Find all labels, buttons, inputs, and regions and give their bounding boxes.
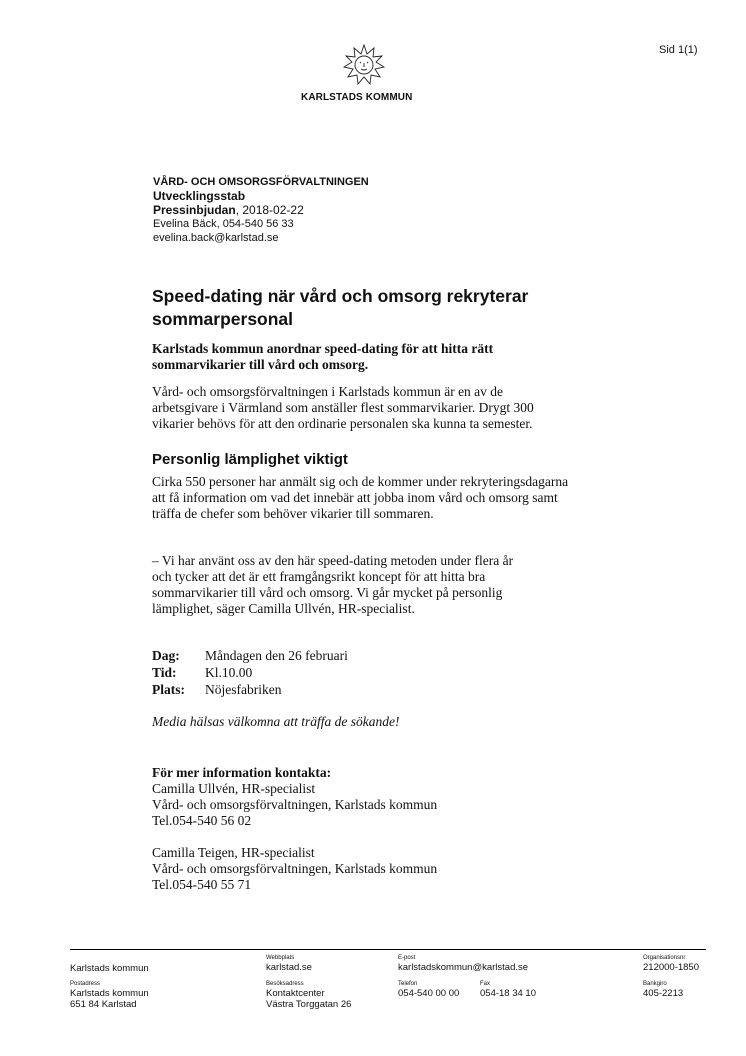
text-line: sommarvikarier till vård och omsorg. Vi går mycket på personlig bbox=[152, 585, 503, 600]
footer-value: Karlstads kommun bbox=[70, 988, 149, 999]
footer-label: Telefon bbox=[398, 981, 418, 987]
text-line: och tycker att det är ett framgångsrikt koncept för att hitta bra bbox=[152, 569, 486, 584]
contact-line: Evelina Bäck, 054-540 56 33 bbox=[153, 218, 294, 230]
paragraph-body bbox=[152, 474, 622, 522]
media-note: Media hälsas välkomna att träffa de sökande! bbox=[152, 714, 400, 729]
footer-webbplats bbox=[266, 955, 312, 973]
text-line: arbetsgivare i Värmland som anställer flest sommarvikarier. Drygt 300 bbox=[152, 400, 534, 415]
doc-type: Pressinbjudan bbox=[153, 203, 236, 217]
footer-epost bbox=[398, 955, 528, 973]
footer-value: 212000-1850 bbox=[643, 962, 699, 973]
contact-org: Vård- och omsorgsförvaltningen, Karlstads kommun bbox=[152, 861, 438, 876]
footer-bankgiro bbox=[643, 981, 683, 999]
text-line: att få information om vad det innebär att jobba inom vård och omsorg samt bbox=[152, 490, 558, 505]
lede-line: Karlstads kommun anordnar speed-dating för att hitta rätt bbox=[152, 341, 494, 356]
detail-label: Tid: bbox=[152, 665, 177, 680]
text-line: Cirka 550 personer har anmält sig och de kommer under rekryteringsdagarna bbox=[152, 474, 569, 489]
org-name: KARLSTADS KOMMUN bbox=[301, 92, 413, 103]
footer-label: E-post bbox=[398, 955, 416, 961]
department-name: VÅRD- OCH OMSORGSFÖRVALTNINGEN bbox=[153, 176, 369, 188]
doc-type-line bbox=[153, 203, 369, 217]
contact-email[interactable]: evelina.back@karlstad.se bbox=[153, 232, 279, 244]
detail-value: Nöjesfabriken bbox=[205, 682, 282, 697]
headline-line: Speed-dating när vård och omsorg rekryterar bbox=[152, 286, 529, 306]
page-number: Sid 1(1) bbox=[659, 44, 698, 56]
unit-name: Utvecklingsstab bbox=[153, 189, 246, 203]
event-details bbox=[152, 647, 348, 698]
footer-besoksadress bbox=[266, 981, 351, 1010]
text-line: lämplighet, säger Camilla Ullvén, HR-specialist. bbox=[152, 601, 415, 616]
text-line: – Vi har använt oss av den här speed-dating metoden under flera år bbox=[152, 553, 514, 568]
footer-postadress bbox=[70, 981, 149, 1010]
detail-label: Dag: bbox=[152, 648, 180, 663]
contact-heading: För mer information kontakta: bbox=[152, 765, 332, 780]
footer-phone: 054-540 00 00 bbox=[398, 988, 460, 999]
footer-orgnr bbox=[643, 955, 699, 973]
lede-line: sommarvikarier till vård och omsorg. bbox=[152, 357, 369, 372]
contact-person bbox=[152, 845, 437, 893]
footer-name bbox=[70, 963, 149, 974]
footer-value: 405-2213 bbox=[643, 988, 684, 999]
footer-label: Postadress bbox=[70, 981, 101, 987]
footer-email-link[interactable]: karlstadskommun@karlstad.se bbox=[398, 962, 529, 973]
footer-label: Organisationsnr bbox=[643, 955, 686, 961]
text-line: träffa de chefer som behöver vikarier till sommaren. bbox=[152, 506, 434, 521]
footer-label: Besöksadress bbox=[266, 981, 304, 987]
contact-phone: Tel.054-540 55 71 bbox=[152, 877, 252, 892]
text-line: Vård- och omsorgsförvaltningen i Karlstads kommun är en av de bbox=[152, 384, 504, 399]
lede bbox=[152, 341, 622, 373]
doc-date: , 2018-02-22 bbox=[235, 203, 304, 217]
contact-phone: Tel.054-540 56 02 bbox=[152, 813, 252, 828]
footer-fax bbox=[480, 981, 536, 999]
sun-emblem-svg bbox=[343, 44, 385, 86]
footer-website-link[interactable]: karlstad.se bbox=[266, 962, 312, 973]
contact-name: Camilla Ullvén, HR-specialist bbox=[152, 781, 316, 796]
footer-telefon bbox=[398, 981, 459, 999]
headline bbox=[152, 285, 632, 331]
detail-value: Kl.10.00 bbox=[205, 665, 253, 680]
contact-org: Vård- och omsorgsförvaltningen, Karlstads kommun bbox=[152, 797, 438, 812]
contact-person bbox=[152, 781, 437, 829]
footer-divider bbox=[70, 949, 706, 950]
contact-section bbox=[152, 765, 437, 909]
contact-name: Camilla Teigen, HR-specialist bbox=[152, 845, 315, 860]
detail-row-place bbox=[152, 681, 348, 698]
quote-paragraph bbox=[152, 553, 622, 617]
headline-line: sommarpersonal bbox=[152, 309, 294, 329]
footer-fax-number: 054-18 34 10 bbox=[480, 988, 536, 999]
footer-value: Kontaktcenter bbox=[266, 988, 325, 999]
footer-label: Bankgiro bbox=[643, 981, 667, 987]
subheading: Personlig lämplighet viktigt bbox=[152, 451, 348, 468]
detail-row-day bbox=[152, 647, 348, 664]
sender-block bbox=[153, 175, 369, 245]
detail-label: Plats: bbox=[152, 682, 185, 697]
sun-emblem-icon bbox=[343, 44, 385, 86]
footer-name-text: Karlstads kommun bbox=[70, 963, 149, 974]
text-line: vikarier behövs för att den ordinarie personalen ska kunna ta semester. bbox=[152, 416, 533, 431]
footer-value: 651 84 Karlstad bbox=[70, 999, 137, 1010]
footer-label: Fax bbox=[480, 981, 491, 987]
detail-value: Måndagen den 26 februari bbox=[205, 648, 348, 663]
paragraph-intro bbox=[152, 384, 622, 432]
footer-label: Webbplats bbox=[266, 955, 295, 961]
footer-value: Västra Torggatan 26 bbox=[266, 999, 352, 1010]
detail-row-time bbox=[152, 664, 348, 681]
